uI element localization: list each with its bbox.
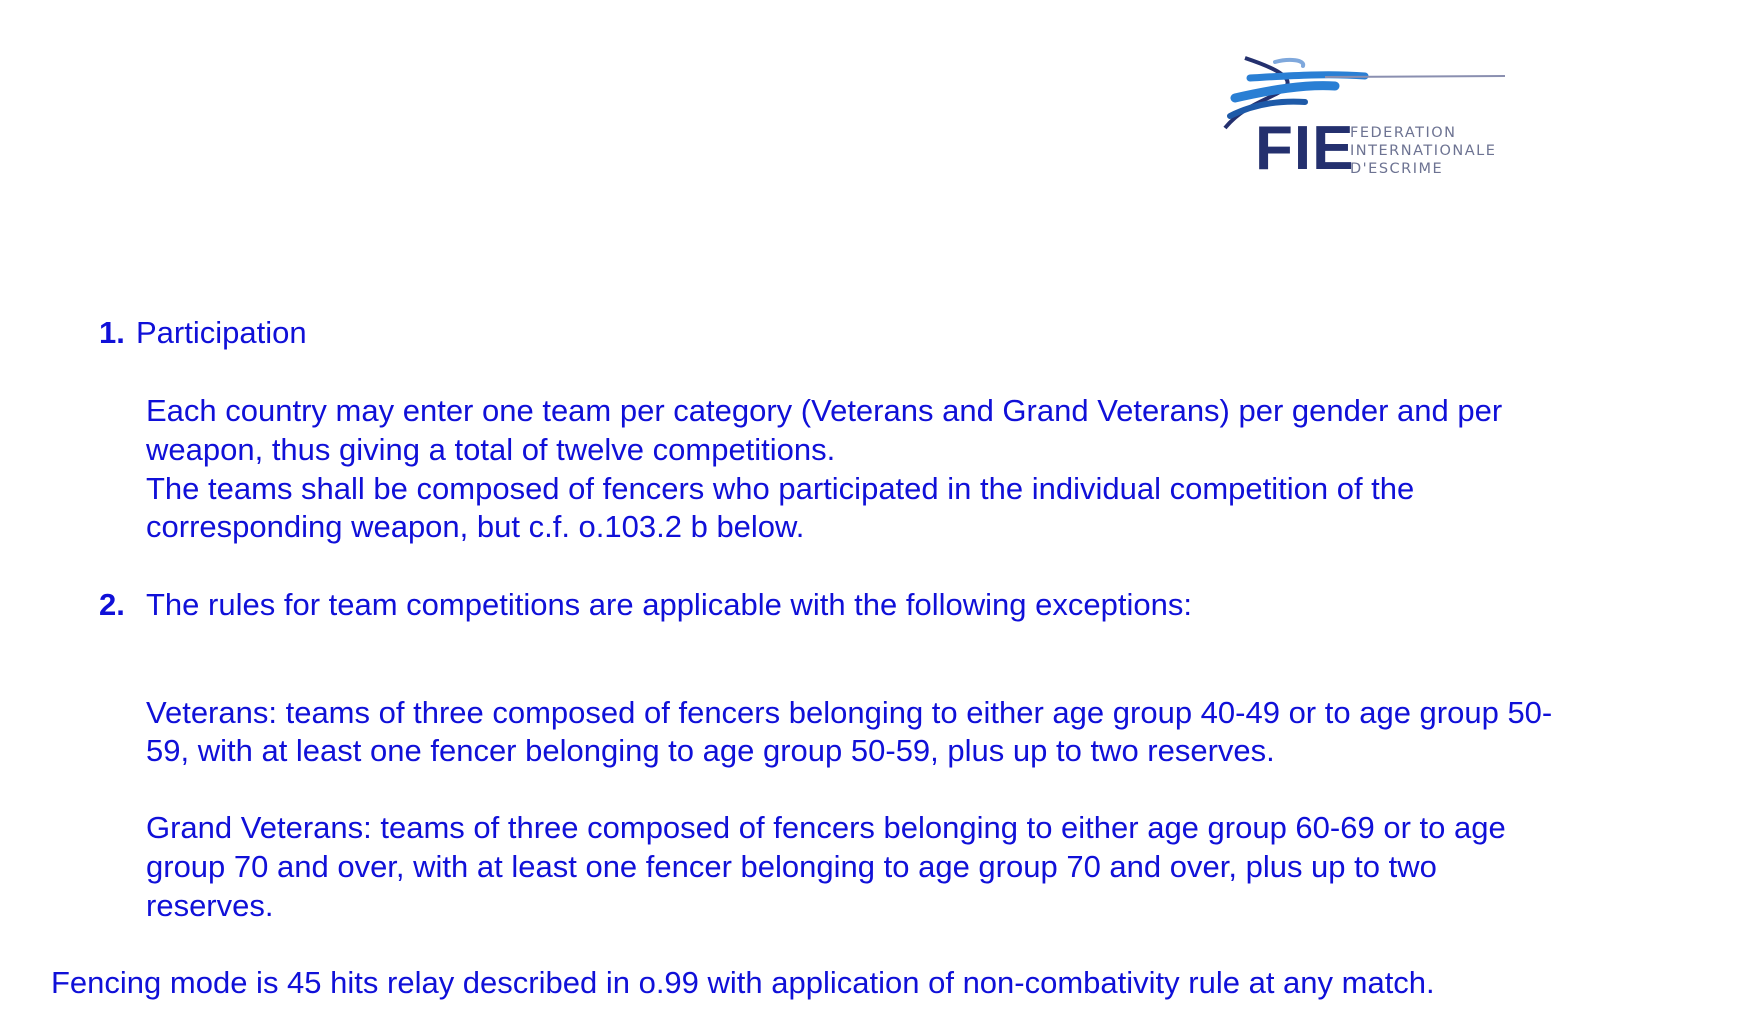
fie-logo [1215,48,1515,188]
section-2-number: 2. [99,587,125,622]
section-1-line-3: The teams shall be composed of fencers who participated in the individual competition of the [146,471,1415,506]
section-2-title: The rules for team competitions are applicable with the following exceptions: [146,587,1192,622]
section-1-title: Participation [136,315,307,350]
veterans-line-1: Veterans: teams of three composed of fencers belonging to either age group 40-49 or to age group 50- [146,695,1553,730]
logo-line-1: FEDERATION [1350,125,1457,141]
section-1-number: 1. [99,315,125,350]
section-1-line-2: weapon, thus giving a total of twelve competitions. [146,432,836,467]
veterans-line-2: 59, with at least one fencer belonging to age group 50-59, plus up to two reserves. [146,733,1275,768]
section-1-line-1: Each country may enter one team per category (Veterans and Grand Veterans) per gender and per [146,393,1503,428]
grand-veterans-line-2: group 70 and over, with at least one fencer belonging to age group 70 and over, plus up to two [146,849,1437,884]
logo-line-2: INTERNATIONALE [1350,143,1497,159]
logo-acronym: FIE [1255,114,1355,183]
section-1-line-4: corresponding weapon, but c.f. o.103.2 b below. [146,509,805,544]
grand-veterans-line-1: Grand Veterans: teams of three composed of fencers belonging to either age group 60-69 or to age [146,810,1506,845]
logo-line-3: D'ESCRIME [1350,161,1444,177]
fencing-mode-text: Fencing mode is 45 hits relay described in o.99 with application of non-combativity rule at any match. [51,965,1435,1000]
grand-veterans-line-3: reserves. [146,888,274,923]
